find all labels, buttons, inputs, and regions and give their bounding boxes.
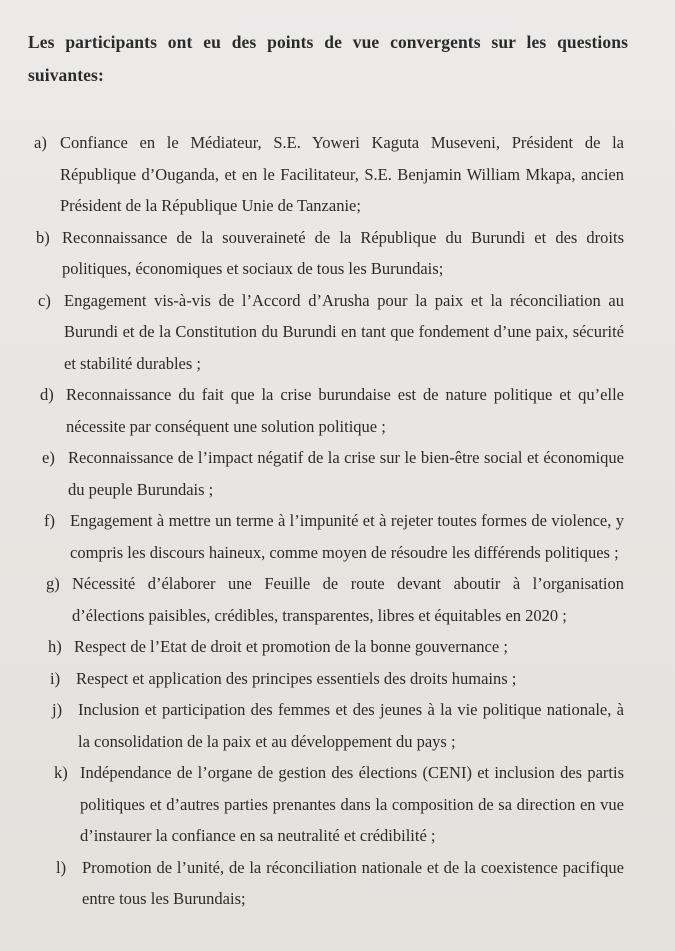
list-item-text: Reconnaissance de l’impact négatif de la crise sur le bien-être social et économique du peuple Burundais ; [68,448,624,499]
list-item-marker: e) [42,448,55,467]
list-item-text: Promotion de l’unité, de la réconciliation nationale et de la coexistence pacifique entre tous les Burundais; [82,857,624,908]
list-item-text: Respect et application des principes essentiels des droits humains ; [76,668,517,688]
list-item [36,222,624,285]
list-item-text: Inclusion et participation des femmes et des jeunes à la vie politique nationale, à la consolidation de la paix et au développement du pays ; [78,700,624,751]
list-item-marker: d) [40,385,54,404]
list-item-text: Nécessité d’élaborer une Feuille de route devant aboutir à l’organisation d’élections paisibles, crédibles, transparentes, libres et équitables en 2020 ; [72,574,624,625]
list-item-marker: c) [38,290,51,310]
list-item-marker: b) [36,227,50,247]
list-item [46,568,624,631]
list-item [54,757,624,852]
list-item-text: Respect de l’Etat de droit et promotion de la bonne gouvernance ; [74,637,508,656]
list-item [50,663,624,695]
list-item-text: Reconnaissance du fait que la crise burundaise est de nature politique et qu’elle nécessite par conséquent une solution politique ; [66,385,624,436]
list-item-marker: i) [50,668,61,688]
list-item-marker: a) [34,133,47,152]
list-item [56,852,624,915]
list-item-text: Engagement à mettre un terme à l’impunité et à rejeter toutes formes de violence, y compris les discours haineux, comme moyen de résoudre les différends politiques ; [70,511,624,562]
list-item [42,442,624,505]
intro-paragraph: Les participants ont eu des points de vue convergents sur les questions suivantes: [28,32,628,85]
list-item-marker: g) [46,574,60,593]
list-item [44,505,624,568]
list-item [48,631,624,663]
list-item-text: Indépendance de l’organe de gestion des élections (CENI) et inclusion des partis politiques et d’autres parties prenantes dans la composition de sa direction en vue d’instaurer la confiance en sa neutralité et crédibilité ; [80,763,624,845]
list-item-marker: k) [54,763,68,782]
list-item [34,127,624,222]
list-item [40,379,624,442]
list-item-text: Engagement vis-à-vis de l’Accord d’Arusha pour la paix et la réconciliation au Burundi et de la Constitution du Burundi en tant que fondement d’une paix, sécurité et stabilité durables ; [64,290,624,373]
list-item-marker: l) [56,857,67,877]
list-item [38,285,624,380]
list-item-marker: j) [52,700,63,719]
list-item-text: Reconnaissance de la souveraineté de la République du Burundi et des droits politiques, économiques et sociaux de tous les Burundais; [62,227,624,278]
list-item-text: Confiance en le Médiateur, S.E. Yoweri Kaguta Museveni, Président de la République d’Ouganda, et en le Facilitateur, S.E. Benjamin William Mkapa, ancien Président de la République Unie de Tanzanie; [60,133,624,215]
list-item [52,694,624,757]
convergent-points-list [34,127,624,915]
list-item-marker: h) [48,637,62,656]
list-item-marker: f) [44,511,55,530]
